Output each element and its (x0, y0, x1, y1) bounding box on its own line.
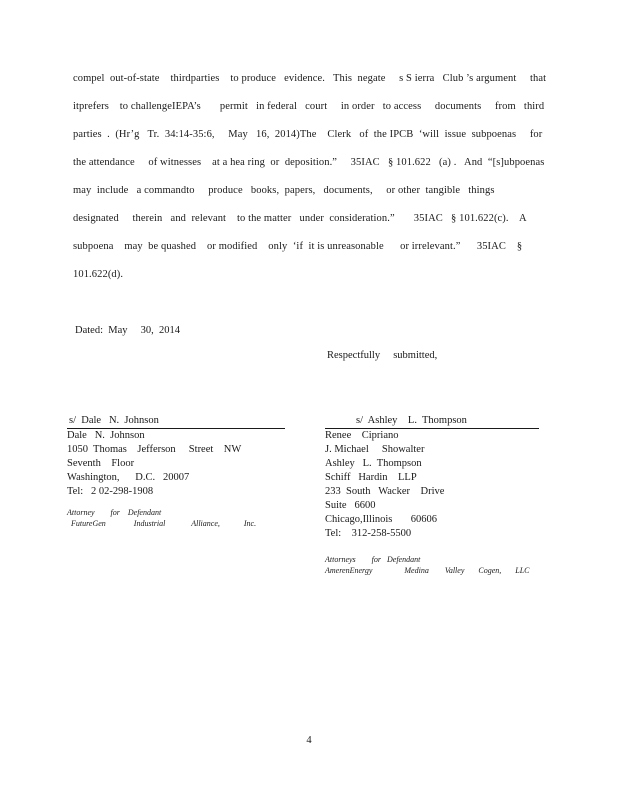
telephone-line: Tel: 2 02-298-1908 (67, 486, 154, 497)
signature-block-right (325, 414, 539, 576)
signature-line: s/ Dale N. Johnson (67, 414, 285, 429)
telephone-line: Tel: 312-258-5500 (325, 528, 412, 539)
address-line: 233 South Wacker Drive (325, 486, 445, 497)
client-name: AmerenEnergy Medina Valley Cogen, LLC (325, 566, 530, 575)
body-text-line: the attendance of witnesses at a hea ring or deposition.” 35IAC § 101.622 (a) . And “[s]ubpoenas (73, 157, 545, 168)
attorney-for-label: Attorneys for Defendant (325, 555, 421, 564)
attorney-name: Dale N. Johnson (67, 430, 145, 441)
attorney-for-label: Attorney for Defendant (67, 508, 162, 517)
address-line: Chicago,Illinois 60606 (325, 514, 437, 525)
address-line: Washington, D.C. 20007 (67, 472, 190, 483)
date-line: Dated: May 30, 2014 (75, 325, 180, 336)
body-text-line: subpoena may be quashed or modified only ‘if it is unreasonable or irrelevant.” 35IAC § (73, 241, 523, 252)
body-text-line: may include a commandto produce books, papers, documents, or other tangible things (73, 185, 495, 196)
page-number: 4 (306, 735, 312, 746)
address-line: Seventh Floor (67, 458, 135, 469)
signature-block-left (67, 414, 285, 529)
closing-line: Respectfully submitted, (327, 350, 438, 361)
attorney-name: J. Michael Showalter (325, 444, 425, 455)
firm-name: Schiff Hardin LLP (325, 472, 417, 483)
body-text-line: itprefers to challengeIEPA’s permit in federal court in order to access documents from third (73, 101, 545, 112)
address-line: Suite 6600 (325, 500, 376, 511)
address-line: 1050 Thomas Jefferson Street NW (67, 444, 242, 455)
attorney-name: Ashley L. Thompson (325, 458, 422, 469)
client-name: FutureGen Industrial Alliance, Inc. (67, 519, 257, 528)
body-text-line: parties . (Hr’g Tr. 34:14-35:6, May 16, 2014)The Clerk of the IPCB ‘will issue subpoenas for (73, 129, 543, 140)
body-text-line: 101.622(d). (73, 269, 124, 280)
body-text-line: designated therein and relevant to the matter under consideration.” 35IAC § 101.622(c). A (73, 213, 527, 224)
attorney-name: Renee Cipriano (325, 430, 399, 441)
signature-line: s/ Ashley L. Thompson (325, 414, 539, 429)
body-text-line: compel out-of-state thirdparties to produce evidence. This negate s S ierra Club ’s argument that (73, 73, 547, 84)
